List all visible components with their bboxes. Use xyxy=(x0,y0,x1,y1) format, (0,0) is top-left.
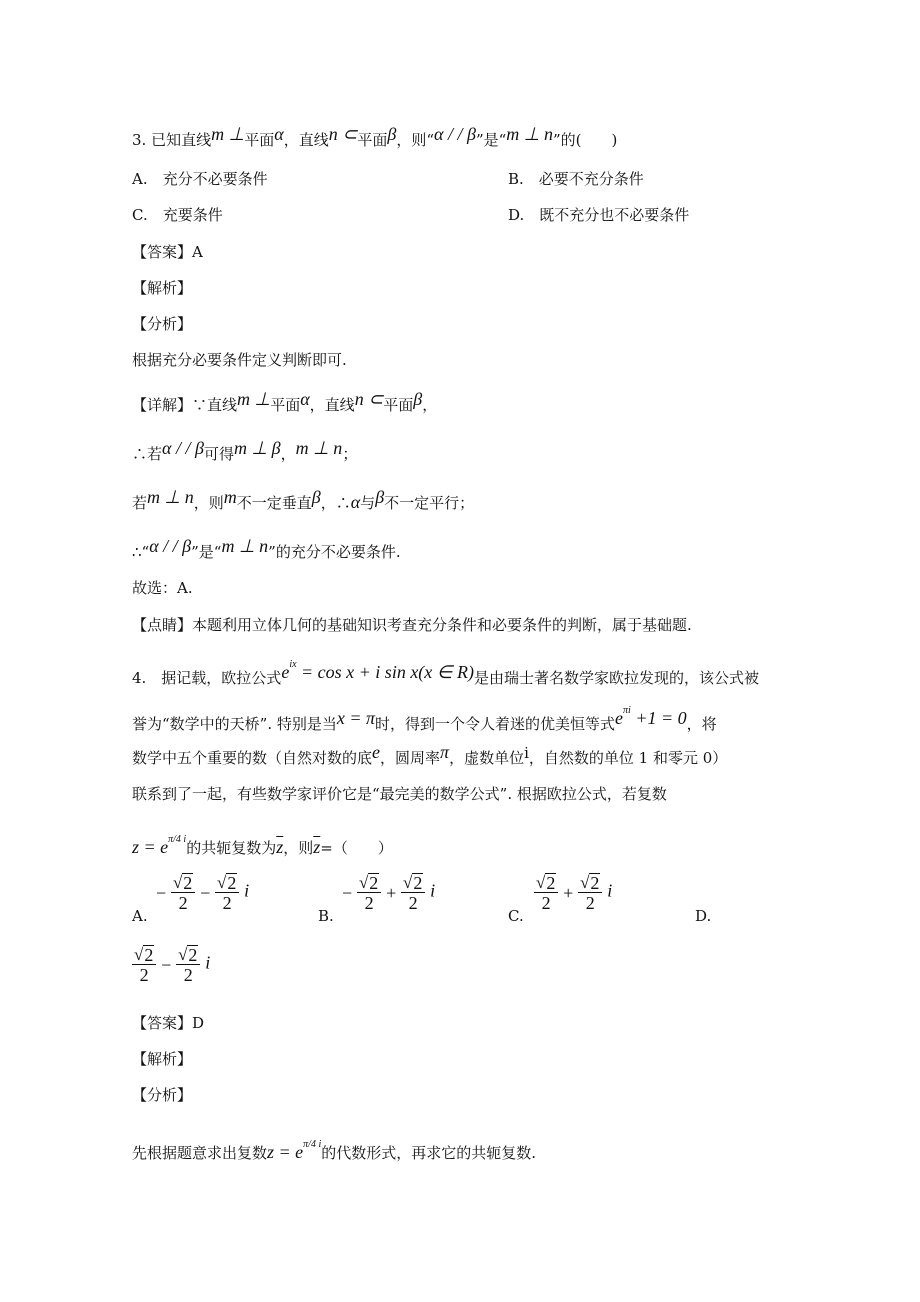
z: z = e xyxy=(267,1142,304,1162)
text: 4. 据记载，欧拉公式 xyxy=(132,669,282,687)
rest: +1 = 0 xyxy=(630,708,687,728)
denominator: 2 xyxy=(183,965,193,985)
text: 的代数形式，再求它的共轭复数. xyxy=(321,1144,537,1162)
fraction: √ 2 2 xyxy=(215,872,239,913)
exp: π/4 i xyxy=(168,834,187,845)
e: e xyxy=(615,708,624,728)
text: ，将 xyxy=(686,715,717,733)
text: ，虚数单位 xyxy=(449,749,525,767)
text: ”的( ) xyxy=(552,131,618,149)
minus: − xyxy=(161,954,172,975)
text: 平面 xyxy=(244,131,275,149)
math: m xyxy=(223,487,237,507)
denominator: 2 xyxy=(585,893,595,913)
text: 不一定垂直 xyxy=(236,494,312,512)
q4-line5 xyxy=(132,833,393,859)
q3-choice: 故选：A. xyxy=(132,579,193,597)
q4-fenxi: 【分析】 xyxy=(132,1086,193,1104)
math: α xyxy=(350,492,361,512)
q3-fenxi: 【分析】 xyxy=(132,315,193,333)
math: m ⊥ n xyxy=(147,487,194,507)
fraction: √ 2 2 xyxy=(357,872,381,913)
text: ， xyxy=(280,445,296,463)
i: i xyxy=(244,880,250,901)
math-n-subset: n ⊂ xyxy=(328,124,358,144)
q3-detail-line4 xyxy=(132,536,401,563)
fraction: √ 2 2 xyxy=(171,872,195,913)
text: 的共轭复数为 xyxy=(186,839,277,857)
text: 若 xyxy=(132,494,148,512)
text: 时，得到一个令人着迷的优美恒等式 xyxy=(375,715,616,733)
text: ，则“ xyxy=(396,131,435,149)
text: 不一定平行； xyxy=(384,494,475,512)
text: ，则 xyxy=(283,839,314,857)
q4-line3 xyxy=(132,742,728,769)
euler-identity xyxy=(615,705,687,728)
i: i xyxy=(205,952,211,973)
q4-option-b xyxy=(342,872,435,913)
q4-jiexi: 【解析】 xyxy=(132,1050,193,1068)
q4-option-a xyxy=(156,872,249,913)
math: e xyxy=(372,742,381,762)
text: ，则 xyxy=(193,494,224,512)
math: β xyxy=(375,487,385,507)
q3-option-b: B. 必要不充分条件 xyxy=(508,170,644,188)
text: ， xyxy=(422,396,438,414)
math: α / / β xyxy=(149,536,192,556)
exp: πi xyxy=(623,705,631,716)
math: β xyxy=(413,389,423,409)
text: 与 xyxy=(360,494,376,512)
fraction: √ 2 2 xyxy=(578,872,602,913)
q4-option-a-label: A. xyxy=(132,907,148,925)
math-beta: β xyxy=(387,124,397,144)
plus: + xyxy=(386,882,397,903)
q3-detail-line3 xyxy=(132,487,475,514)
q3-answer: 【答案】A xyxy=(132,243,203,261)
text: 3. 已知直线 xyxy=(132,131,212,149)
math: β xyxy=(311,487,321,507)
q4-fenxi-text xyxy=(132,1138,536,1164)
minus: − xyxy=(200,882,211,903)
text: 先根据题意求出复数 xyxy=(132,1144,268,1162)
radicand: 2 xyxy=(413,873,423,893)
math: m ⊥ n xyxy=(295,438,343,458)
q4-option-d-label: D. xyxy=(695,907,712,925)
q3-detail-line1 xyxy=(132,389,438,416)
exp: π/4 i xyxy=(303,1139,322,1150)
q3-option-d: D. 既不充分也不必要条件 xyxy=(508,206,690,224)
math: m ⊥ n xyxy=(221,536,269,556)
exp: ix xyxy=(289,659,297,670)
text: ，直线 xyxy=(283,131,329,149)
q3-jiexi: 【解析】 xyxy=(132,279,193,297)
q4-option-c xyxy=(534,872,612,913)
q4-line2 xyxy=(132,705,717,735)
fraction: √ 2 2 xyxy=(132,944,156,985)
q4-line4: 联系到了一起，有些数学家评价它是“最完美的数学公式”. 根据欧拉公式，若复数 xyxy=(132,785,667,803)
math-m-perp: m ⊥ xyxy=(211,124,245,144)
radicand: 2 xyxy=(546,873,556,893)
math: $\overline{z}$ xyxy=(276,837,284,857)
i: i xyxy=(607,880,613,901)
text: ，直线 xyxy=(309,396,355,414)
denominator: 2 xyxy=(408,893,418,913)
denominator: 2 xyxy=(222,893,232,913)
q3-option-c: C. 充要条件 xyxy=(132,206,223,224)
z: z = e xyxy=(132,837,169,857)
text: ，自然数的单位 1 和零元 0） xyxy=(528,749,728,767)
denominator: 2 xyxy=(364,893,374,913)
q4-option-c-label: C. xyxy=(508,907,524,925)
plus: + xyxy=(563,882,574,903)
text: 数学中五个重要的数（自然对数的底 xyxy=(132,749,373,767)
rest: = cos x + i sin x(x ∈ R) xyxy=(296,662,474,682)
euler-formula xyxy=(281,659,474,682)
text: 是由瑞士著名数学家欧拉发现的，该公式被 xyxy=(473,669,759,687)
denominator: 2 xyxy=(541,893,551,913)
fraction: √ 2 2 xyxy=(534,872,558,913)
radicand: 2 xyxy=(144,945,154,965)
text: 平面 xyxy=(383,396,414,414)
q3-option-a: A. 充分不必要条件 xyxy=(132,170,268,188)
math: x = π xyxy=(336,708,376,728)
q4-option-b-label: B. xyxy=(318,907,334,925)
denominator: 2 xyxy=(178,893,188,913)
minus: − xyxy=(342,882,353,903)
math-alpha: α xyxy=(274,124,284,144)
z-def xyxy=(132,834,187,857)
math: n ⊂ xyxy=(354,389,384,409)
text: ∴“ xyxy=(132,543,150,561)
math: m ⊥ xyxy=(237,389,271,409)
math: m ⊥ β xyxy=(233,438,281,458)
radicand: 2 xyxy=(590,873,600,893)
text: ，圆周率 xyxy=(380,749,441,767)
text: ，∴ xyxy=(320,494,351,512)
q3-dianjing: 【点睛】本题利用立体几何的基础知识考查充分条件和必要条件的判断，属于基础题. xyxy=(132,616,692,634)
radicand: 2 xyxy=(227,873,237,893)
text: 可得 xyxy=(203,445,234,463)
q3-stem xyxy=(132,124,618,151)
math: $\overline{z}$ xyxy=(313,837,321,857)
radicand: 2 xyxy=(188,945,198,965)
text: 平面 xyxy=(270,396,301,414)
text: ”是“ xyxy=(191,543,222,561)
math: α xyxy=(300,389,310,409)
text: ”是“ xyxy=(475,131,507,149)
q4-option-d xyxy=(132,944,210,985)
q4-line1 xyxy=(132,659,759,689)
text: 誉为“数学中的天桥”. 特别是当 xyxy=(132,715,337,733)
minus: − xyxy=(156,882,167,903)
radicand: 2 xyxy=(369,873,379,893)
q3-detail-line2 xyxy=(132,438,358,465)
z-def xyxy=(267,1139,322,1162)
math-m-perp-n: m ⊥ n xyxy=(506,124,553,144)
sign xyxy=(156,882,166,904)
fraction: √ 2 2 xyxy=(401,872,425,913)
i: i xyxy=(430,880,436,901)
radicand: 2 xyxy=(183,873,193,893)
text: =（ ） xyxy=(320,839,393,857)
q4-answer: 【答案】D xyxy=(132,1014,205,1032)
math: α / / β xyxy=(162,438,204,458)
math-alpha-parallel-beta: α / / β xyxy=(434,124,476,144)
denominator: 2 xyxy=(139,965,149,985)
text: 【详解】∵直线 xyxy=(132,396,238,414)
math: i xyxy=(524,744,529,762)
q3-fenxi-text: 根据充分必要条件定义判断即可. xyxy=(132,351,347,369)
e: e xyxy=(281,662,290,682)
fraction: √ 2 2 xyxy=(176,944,200,985)
text: 平面 xyxy=(357,131,388,149)
text: ； xyxy=(342,445,358,463)
text: ”的充分不必要条件. xyxy=(268,543,401,561)
text: ∴若 xyxy=(132,445,163,463)
math: π xyxy=(440,742,450,762)
